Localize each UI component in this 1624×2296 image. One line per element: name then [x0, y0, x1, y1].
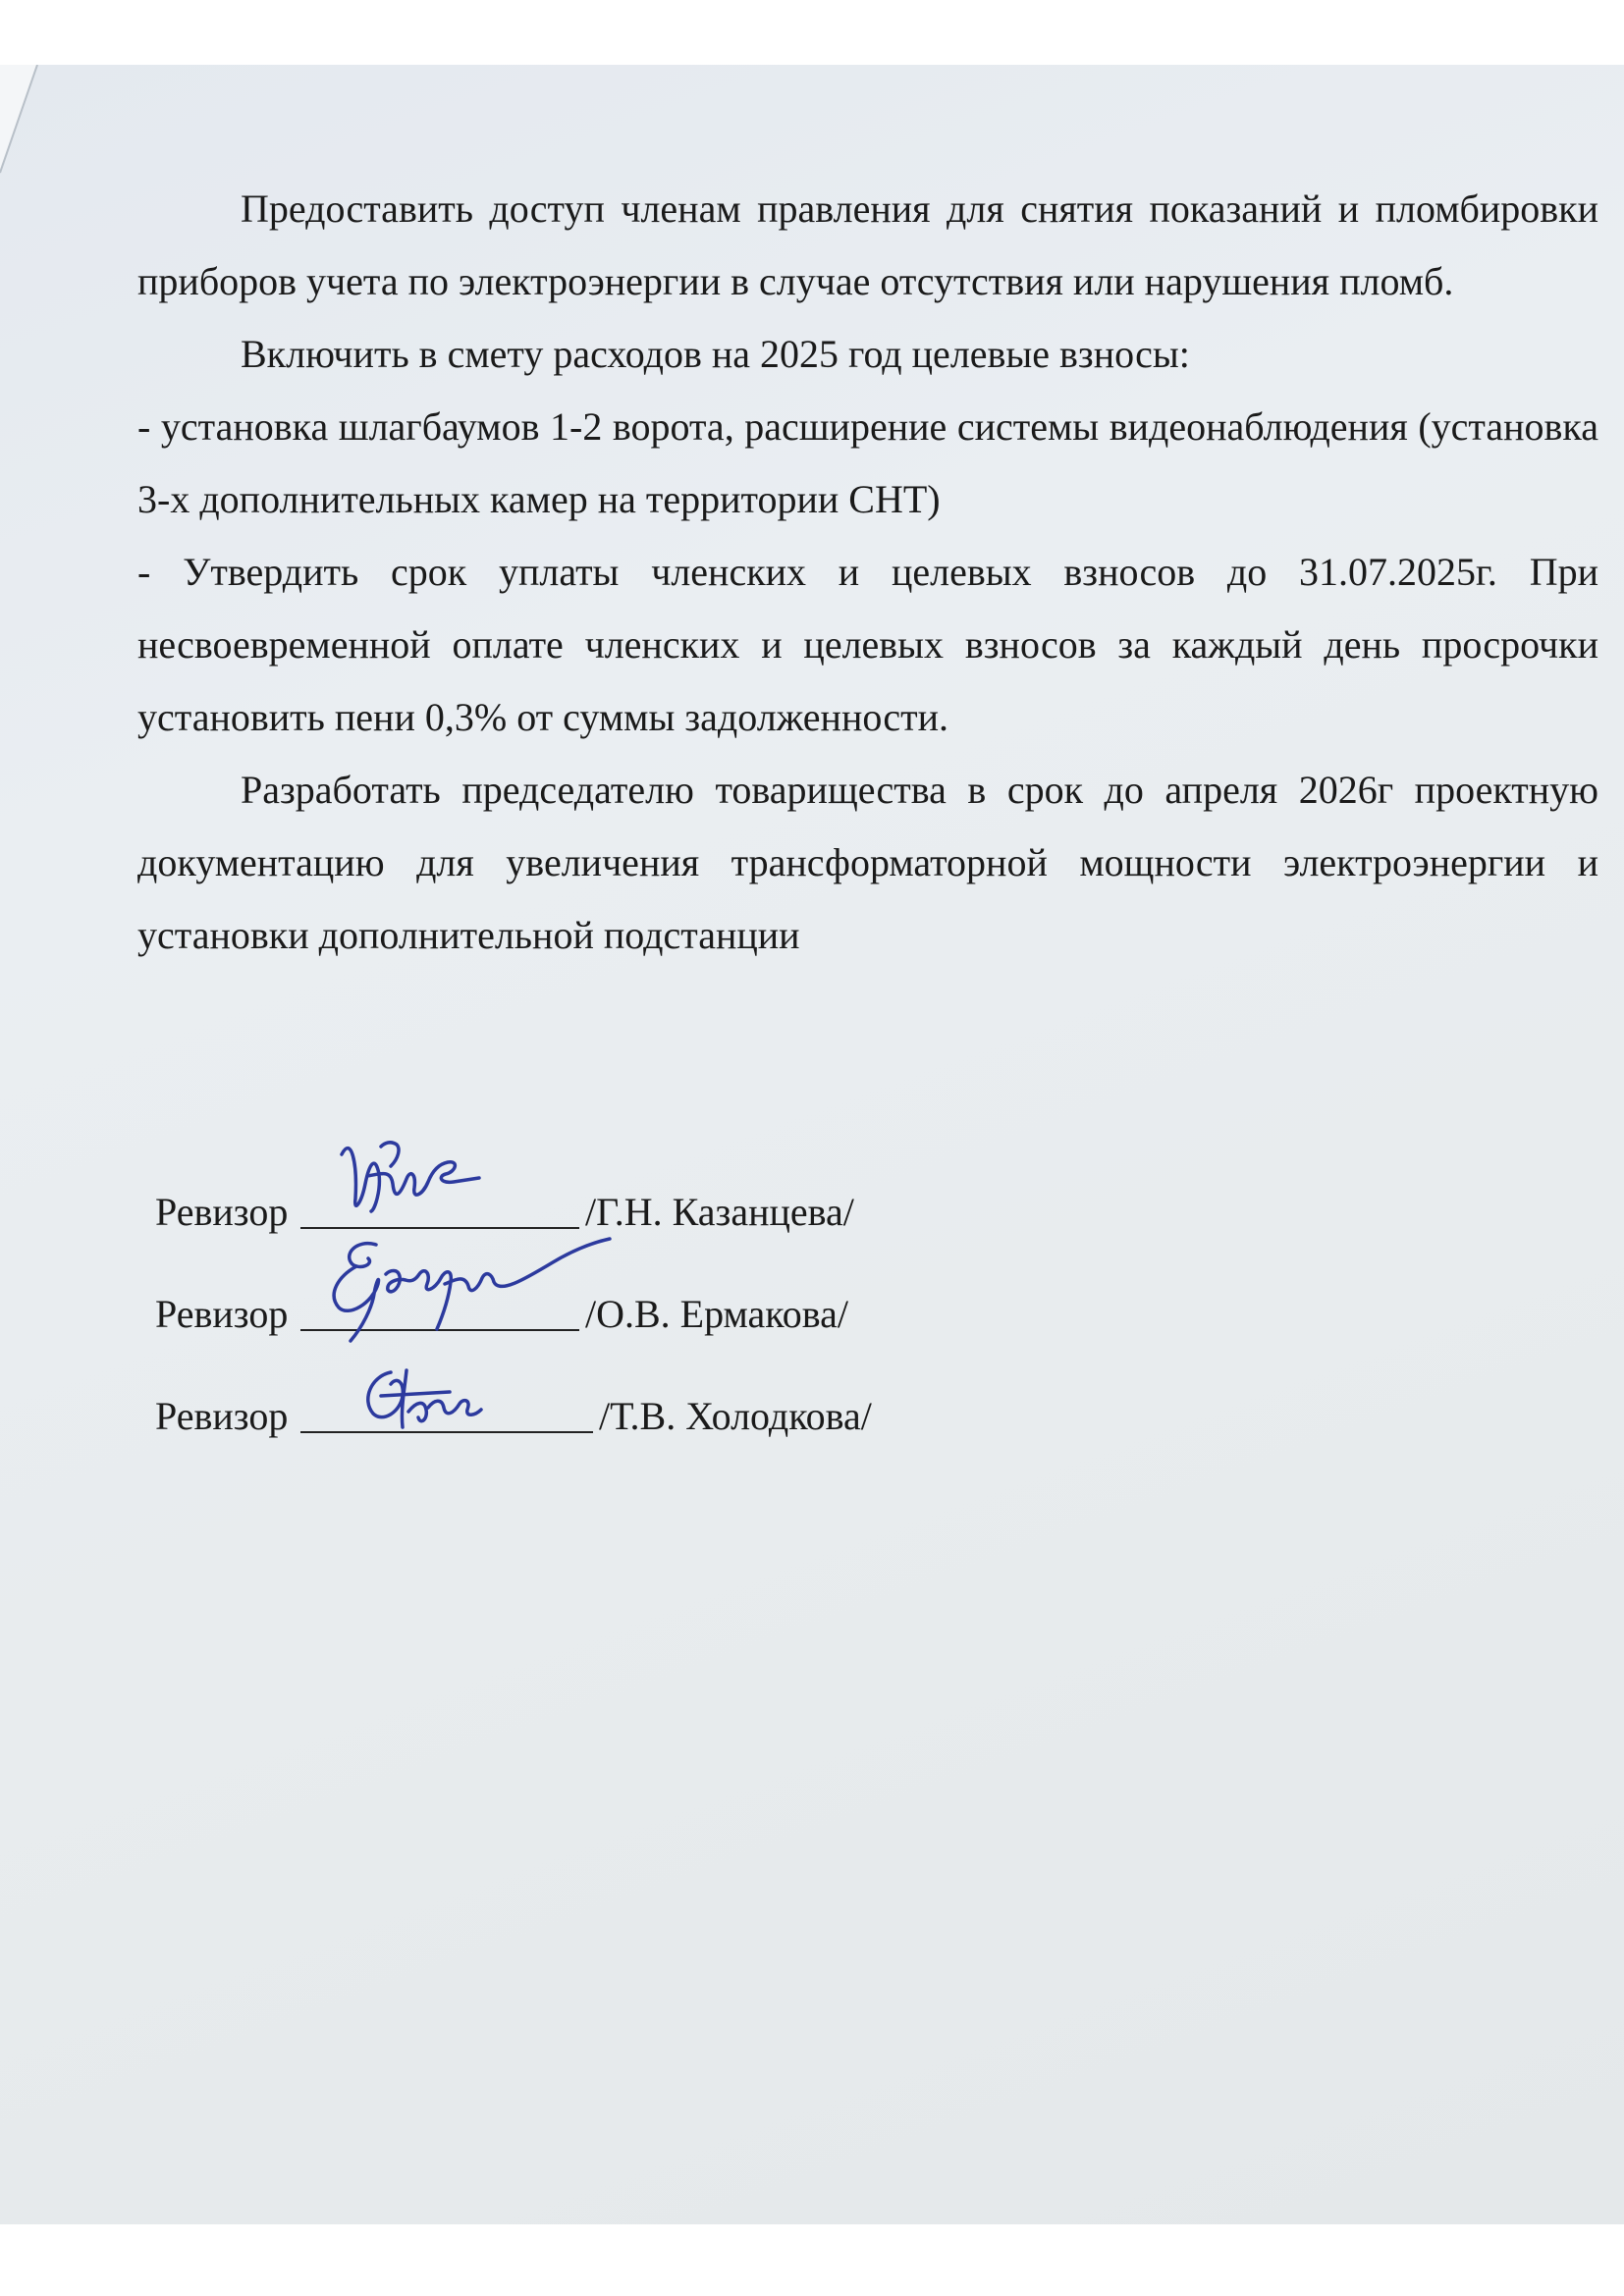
signer-name: /О.В. Ермакова/	[585, 1292, 848, 1336]
signer-name: /Т.В. Холодкова/	[599, 1394, 872, 1438]
handwritten-signature	[317, 1225, 622, 1362]
paragraph-budget: Включить в смету расходов на 2025 год целевые взносы:	[241, 332, 1190, 376]
document-page	[0, 65, 1624, 2224]
paragraph-access: Предоставить доступ членам правления для снятия показаний и пломбировки приборов учета по электроэнергии в случае отсутствия или нарушения пломб.	[137, 187, 1598, 303]
signature-row	[155, 1359, 1039, 1461]
signer-role: Ревизор	[155, 1394, 289, 1438]
paragraph-payment-deadline: - Утвердить срок уплаты членских и целевых взносов до 31.07.2025г. При несвоевременной оплате членских и целевых взносов за каждый день просрочки установить пени 0,3% от суммы задолженности.	[137, 550, 1598, 739]
signature-row	[155, 1256, 1039, 1359]
signer-role: Ревизор	[155, 1292, 289, 1336]
signer-name: /Г.Н. Казанцева/	[585, 1190, 854, 1234]
document-body	[137, 173, 1598, 972]
paragraph-project-docs: Разработать председателю товарищества в срок до апреля 2026г проектную документацию для увеличения трансформаторной мощности электроэнергии и установки дополнительной подстанции	[137, 768, 1598, 957]
page-corner-fold	[0, 65, 59, 202]
signature-block	[155, 1154, 1039, 1461]
page-bottom-margin	[0, 2224, 1624, 2296]
handwritten-signature	[352, 1353, 499, 1451]
signer-role: Ревизор	[155, 1190, 289, 1234]
paragraph-barriers: - установка шлагбаумов 1-2 ворота, расширение системы видеонаблюдения (установка 3-х дополнительных камер на территории СНТ)	[137, 404, 1598, 521]
